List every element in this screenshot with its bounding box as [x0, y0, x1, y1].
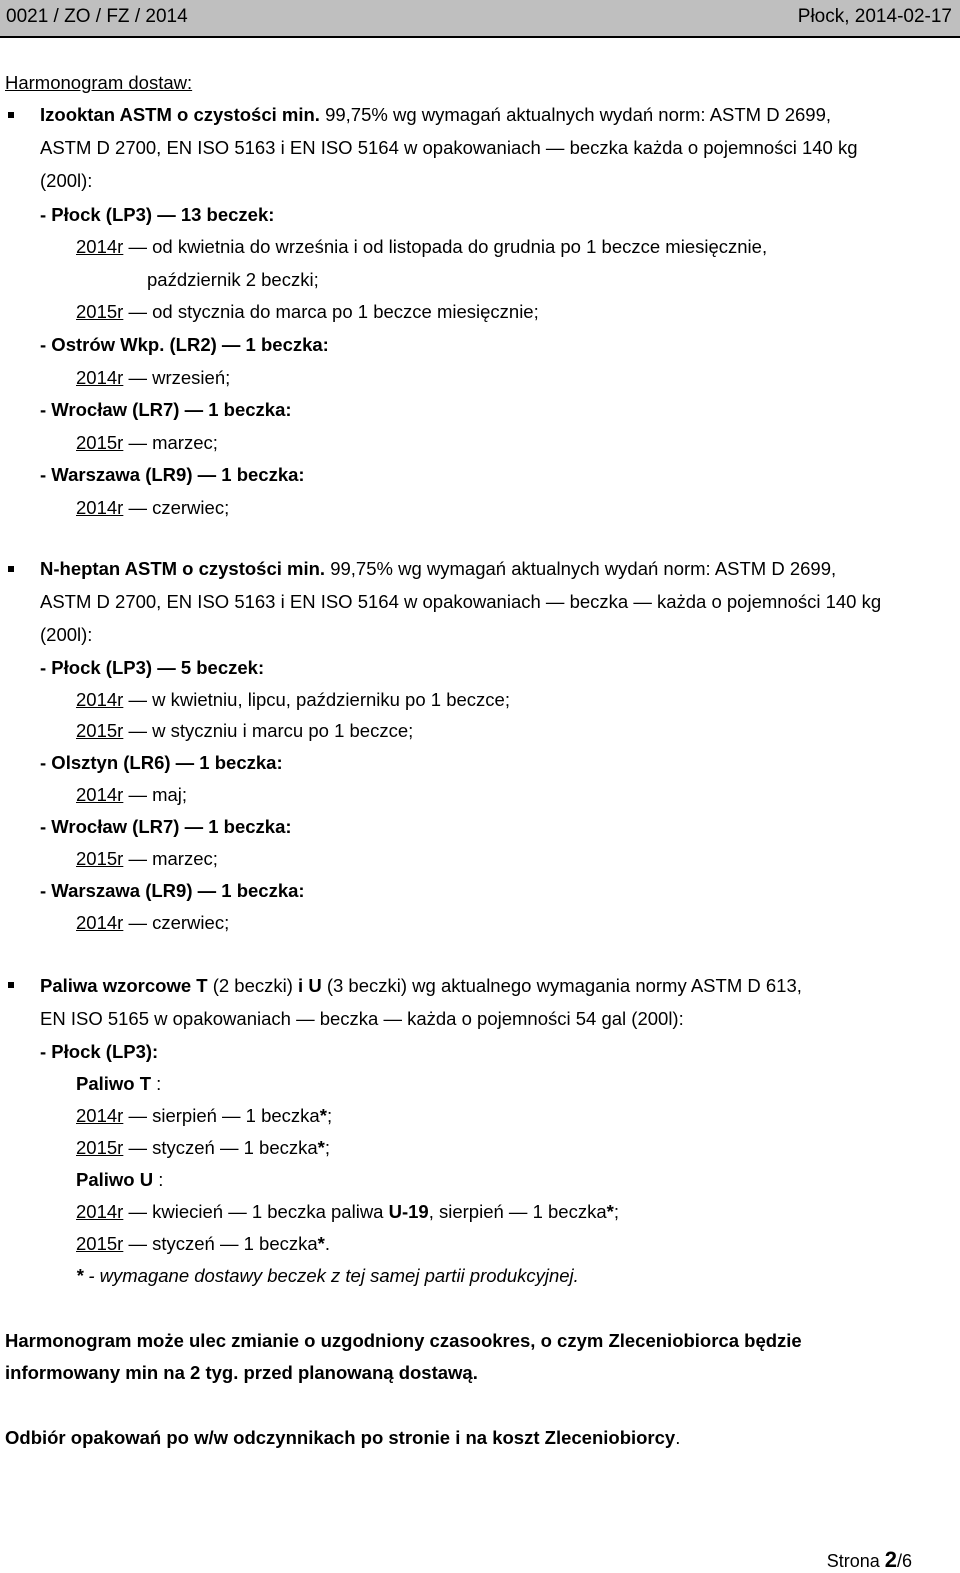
izooktan-line2: ASTM D 2700, EN ISO 5163 i EN ISO 5164 w opakowaniach — beczka każda o pojemności 140 kg [40, 137, 858, 158]
paliwo-u-2014: 2014r — kwiecień — 1 beczka paliwa U-19, sierpień — 1 beczka*; [76, 1201, 619, 1222]
izooktan-warszawa-2014: 2014r — czerwiec; [76, 497, 230, 518]
paliwa-line1: Paliwa wzorcowe T (2 beczki) i U (3 beczki) wg aktualnego wymagania normy ASTM D 613, [40, 975, 802, 996]
izooktan-ostrow-2014: 2014r — wrzesień; [76, 367, 231, 388]
paliwo-u-label: Paliwo U : [76, 1169, 164, 1190]
paliwo-t-2015: 2015r — styczeń — 1 beczka*; [76, 1137, 330, 1158]
izooktan-plock: - Płock (LP3) — 13 beczek: [40, 204, 275, 225]
bullet-icon [8, 982, 14, 988]
bullet-icon [8, 112, 14, 118]
nheptan-line2: ASTM D 2700, EN ISO 5163 i EN ISO 5164 w opakowaniach — beczka — każda o pojemności 140 kg [40, 591, 882, 612]
bullet-icon [8, 566, 14, 572]
notice-line2: informowany min na 2 tyg. przed planowaną dostawą. [5, 1362, 478, 1383]
paliwa-plock: - Płock (LP3): [40, 1041, 159, 1062]
nheptan-warszawa: - Warszawa (LR9) — 1 beczka: [40, 880, 305, 901]
nheptan-plock-2014: 2014r — w kwietniu, lipcu, październiku po 1 beczce; [76, 689, 510, 710]
notice-line1: Harmonogram może ulec zmianie o uzgodniony czasookres, o czym Zleceniobiorca będzie [5, 1330, 802, 1351]
place-date: Płock, 2014-02-17 [797, 6, 952, 27]
paliwo-u-2015: 2015r — styczeń — 1 beczka*. [76, 1233, 330, 1254]
nheptan-line1: N-heptan ASTM o czystości min. 99,75% wg wymagań aktualnych wydań norm: ASTM D 2699, [40, 558, 837, 579]
nheptan-plock-2015: 2015r — w styczniu i marcu po 1 beczce; [76, 720, 414, 741]
izooktan-ostrow: - Ostrów Wkp. (LR2) — 1 beczka: [40, 334, 329, 355]
nheptan-warszawa-2014: 2014r — czerwiec; [76, 912, 230, 933]
nheptan-plock: - Płock (LP3) — 5 beczek: [40, 657, 265, 678]
izooktan-wroclaw-2015: 2015r — marzec; [76, 432, 218, 453]
izooktan-warszawa: - Warszawa (LR9) — 1 beczka: [40, 464, 305, 485]
paliwo-t-2014: 2014r — sierpień — 1 beczka*; [76, 1105, 333, 1126]
izooktan-plock-2015: 2015r — od stycznia do marca po 1 beczce miesięcznie; [76, 301, 539, 322]
nheptan-olsztyn: - Olsztyn (LR6) — 1 beczka: [40, 752, 283, 773]
page-header [0, 0, 960, 38]
paliwo-t-label: Paliwo T : [76, 1073, 162, 1094]
nheptan-wroclaw-2015: 2015r — marzec; [76, 848, 218, 869]
paliwa-line2: EN ISO 5165 w opakowaniach — beczka — każda o pojemności 54 gal (200l): [40, 1008, 684, 1029]
nheptan-olsztyn-2014: 2014r — maj; [76, 784, 188, 805]
nheptan-line3: (200l): [40, 624, 93, 645]
page-number: Strona 2/6 [826, 1547, 912, 1572]
nheptan-wroclaw: - Wrocław (LR7) — 1 beczka: [40, 816, 292, 837]
paliwa-footnote: * - wymagane dostawy beczek z tej samej partii produkcyjnej. [76, 1265, 579, 1286]
izooktan-wroclaw: - Wrocław (LR7) — 1 beczka: [40, 399, 292, 420]
izooktan-line3: (200l): [40, 170, 93, 191]
schedule-heading: Harmonogram dostaw: [5, 72, 193, 93]
izooktan-line1: Izooktan ASTM o czystości min. 99,75% wg wymagań aktualnych wydań norm: ASTM D 2699, [40, 104, 832, 125]
document-number: 0021 / ZO / FZ / 2014 [6, 6, 188, 27]
notice-line3: Odbiór opakowań po w/w odczynnikach po stronie i na koszt Zleceniobiorcy. [5, 1427, 681, 1448]
izooktan-plock-2014-cont: październik 2 beczki; [147, 269, 319, 290]
izooktan-plock-2014: 2014r — od kwietnia do września i od listopada do grudnia po 1 beczce miesięcznie, [76, 236, 768, 257]
